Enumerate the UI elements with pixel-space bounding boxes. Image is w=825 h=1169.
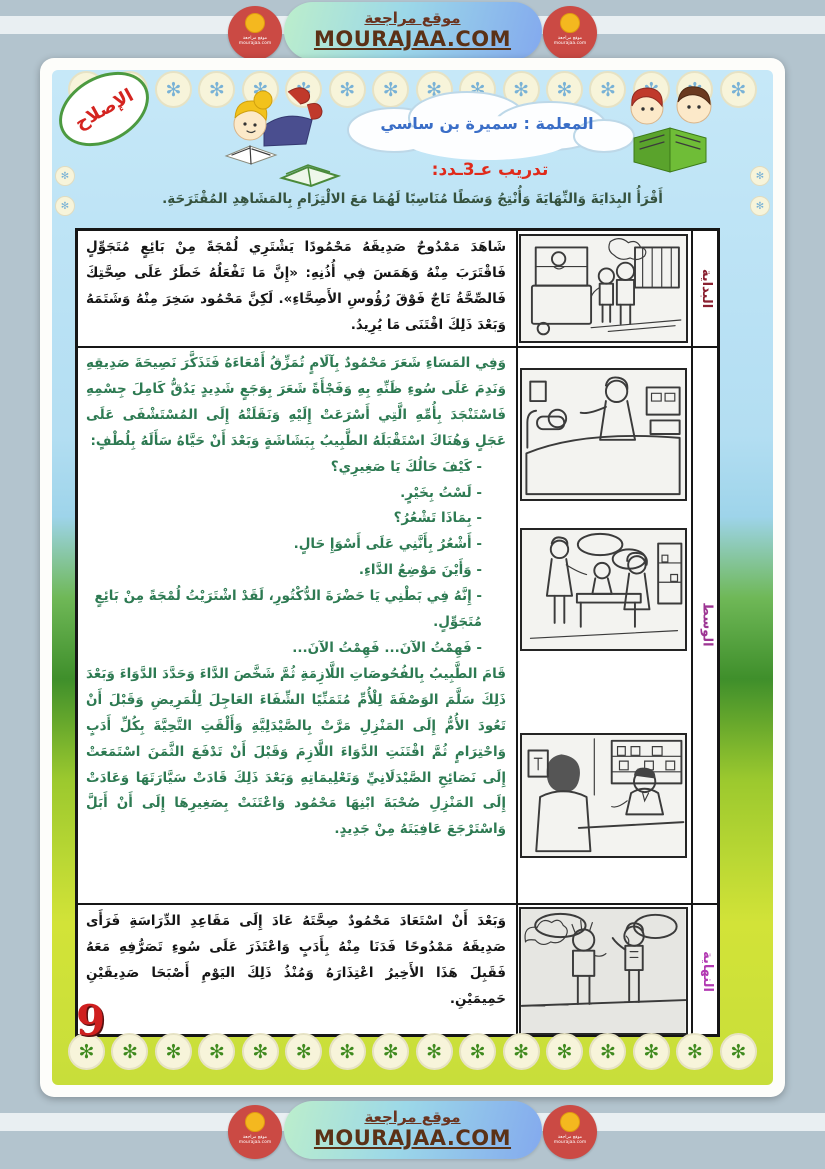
- exercise-title: تدريب عـ3ـدد:: [431, 160, 549, 180]
- site-footer: [0, 1099, 825, 1169]
- snowflake-icon: [750, 166, 770, 186]
- open-book-icon: [278, 156, 344, 188]
- snowflake-icon: [55, 196, 75, 216]
- site-link-pill[interactable]: [284, 1101, 542, 1159]
- ending-paragraph: وَبَعْدَ أَنْ اسْتَعَادَ مَحْمُودٌ صِحَّتَهُ عَادَ إِلَى مَقَاعِدِ الدِّرَاسَةِ فَرَأَى صَدِيقَهُ مَمْدُوحًا فَدَنَا مِنْهُ بِأَدَبٍ وَاعْتَذَرَ عَلَى سُوءِ تَصَرُّفِهِ مَعَهُ فَقَبِلَ هَذَا الأَخِيرُ اعْتِذَارَهُ وَمُنْذُ ذَلِكَ اليَوْمِ أَصْبَحَا صَدِيقَيْنِ حَمِيمَيْنِ.: [86, 913, 506, 1007]
- clover-icon: [676, 1033, 713, 1070]
- clover-icon: [285, 1033, 322, 1070]
- dialogue-line: - كَيْفَ حَالُكَ يَا صَغِيرِي؟: [330, 458, 482, 475]
- site-name-arabic[interactable]: موقع مراجعة: [364, 9, 461, 27]
- site-link-pill[interactable]: [284, 2, 542, 60]
- row-divider: [78, 903, 717, 905]
- column-divider: [516, 231, 518, 1034]
- logo-text: موقع مراجعة mourajaa.com: [553, 1135, 587, 1146]
- teacher-cloud: [332, 84, 642, 168]
- dialogue-line: - بِمَاذَا تَشْعُرُ؟: [393, 510, 482, 527]
- clover-icon: [372, 1033, 409, 1070]
- dialogue-line: - وَأَيْنَ مَوْضِعُ الدَّاءِ.: [358, 562, 482, 579]
- story-table: [75, 228, 720, 1037]
- scene-street-vendor-illustration: [519, 234, 688, 343]
- ending-label: النهاية: [699, 951, 715, 992]
- beginning-label: البداية: [699, 268, 715, 309]
- middle-label: الوسط: [699, 602, 715, 647]
- snowflake-icon: [55, 166, 75, 186]
- clover-icon: [111, 1033, 148, 1070]
- clover-icon: [546, 1033, 583, 1070]
- bottom-decorative-border: [68, 1033, 757, 1073]
- dialogue-line: - فَهِمْتُ الآنَ... فَهِمْتُ الآنَ...: [292, 639, 482, 656]
- site-domain-link[interactable]: MOURAJAA.COM: [313, 1126, 512, 1150]
- middle-conclusion-paragraph: قَامَ الطَّبِيبُ بِالفُحُوصَاتِ اللَّازِمَةِ ثُمَّ شَخَّصَ الدَّاءَ وَحَدَّدَ الدَّوَاءَ وَبَعْدَ ذَلِكَ سَلَّمَ الوَصْفَةَ لِلْأُمِّ مُتَمَنِّيًا الشِّفَاءَ العَاجِلَ لِلْمَرِيضِ وَقَبْلَ أَنْ تَعُودَ الأُمُّ إِلَى المَنْزِلِ مَرَّتْ بِالصَّيْدَلِيَّةِ وَأَلْقَتِ التَّحِيَّةَ بِكُلِّ أَدَبٍ وَاحْتِرَامٍ ثُمَّ اقْتَنَتِ الدَّوَاءَ اللَّازِمَ وَقَبْلَ أَنْ تَدْفَعَ الثَّمَنَ اسْتَمَعَتْ إِلَى نَصَائِحِ الصَّيْدَلَانِيِّ وَتَعْلِيمَاتِهِ وَبَعْدَ ذَلِكَ قَادَتْ سَيَّارَتَهَا وَعَادَتْ إِلَى المَنْزِلِ صُحْبَةَ ابْنِهَا مَحْمُود وَاعْتَنَتْ بِصَغِيرِهَا إِلَى أَنْ أَبَلَّ وَاسْتَرْجَعَ عَافِيَتَهُ مِنْ جَدِيدٍ.: [86, 665, 506, 838]
- scene-pharmacy-illustration: [520, 733, 687, 858]
- clover-icon: [503, 1033, 540, 1070]
- beginning-paragraph: شَاهَدَ مَمْدُوحٌ صَدِيقَهُ مَحْمُودًا يَشْتَرِي لُمْجَةً مِنْ بَائِعٍ مُتَجَوِّلٍ فَاقْتَرَبَ مِنْهُ وَهَمَسَ فِي أُذُنِهِ: «إِنَّ مَا تَفْعَلُهُ خَطَرٌ عَلَى صِحَّتِكَ فَالصِّحَّةُ تَاجٌ فَوْقَ رُؤُوسِ الأَصِحَّاءِ». لَكِنَّ مَحْمُود سَخِرَ مِنْهُ وَشَتَمَهُ وَبَعْدَ ذَلِكَ اقْتَنَى مَا يُرِيدُ.: [86, 239, 506, 333]
- dialogue-line: - لَسْتُ بِخَيْرٍ.: [400, 484, 482, 501]
- site-name-arabic[interactable]: موقع مراجعة: [364, 1108, 461, 1126]
- worksheet: [40, 58, 785, 1097]
- snowflake-icon: [155, 71, 192, 108]
- scene-doctor-exam-illustration: [520, 528, 687, 651]
- clover-icon: [459, 1033, 496, 1070]
- mourajaa-logo: [543, 1105, 597, 1159]
- logo-text: موقع مراجعة mourajaa.com: [238, 1135, 272, 1146]
- clover-icon: [242, 1033, 279, 1070]
- clover-icon: [720, 1033, 757, 1070]
- teacher-name: المعلمة : سميرة بن ساسي: [380, 114, 594, 133]
- mourajaa-logo: [228, 1105, 282, 1159]
- clover-icon: [633, 1033, 670, 1070]
- middle-intro-paragraph: وَفِي المَسَاءِ شَعَرَ مَحْمُودٌ بِآلَامٍ تُمَزِّقُ أَمْعَاءَهُ فَتَذَكَّرَ نَصِيحَةَ صَدِيقِهِ وَنَدِمَ عَلَى سُوءِ ظَنِّهِ بِهِ وَفَجْأَةً شَعَرَ بِوَجَعٍ شَدِيدٍ يَدُقُّ كَامِلَ جِسْمِهِ فَاسْتَنْجَدَ بِأُمِّهِ الَّتِي أَسْرَعَتْ إِلَيْهِ وَنَقَلَتْهُ إِلَى المُسْتَشْفَى عَلَى عَجَلٍ وَهُنَاكَ اسْتَقْبَلَهُ الطَّبِيبُ بِبَشَاشَةٍ وَبَعْدَ أَنْ حَيَّاهُ سَأَلَهُ بِلُطْفٍ:: [86, 355, 506, 449]
- dialogue-line: - إِنَّهُ فِي بَطْنِي يَا حَضْرَةَ الدُّكْتُورِ، لَقَدْ اشْتَرَيْتُ لُمْجَةً مِنْ بَائِعٍ مُتَجَوِّلٍ.: [94, 588, 482, 631]
- clover-icon: [416, 1033, 453, 1070]
- exercise-instruction: أَقْرَأُ البِدَايَةَ وَالنِّهَايَةَ وَأُنْتِجُ وَسَطًا مُنَاسِبًا لَهُمَا مَعَ الالْتِزَامِ بِالمَشَاهِدِ المُقْتَرَحَةِ.: [162, 191, 663, 207]
- clover-icon: [589, 1033, 626, 1070]
- label-cell-middle: [691, 346, 723, 903]
- clover-icon: [198, 1033, 235, 1070]
- logo-text: موقع مراجعة mourajaa.com: [238, 36, 272, 47]
- clover-icon: [329, 1033, 366, 1070]
- page-number: 9: [76, 996, 106, 1045]
- label-cell-ending: [691, 903, 723, 1040]
- scene-apology-illustration: [519, 907, 688, 1035]
- dialogue-line: - أَشْعُرُ بِأَنَّنِي عَلَى أَسْوَإِ حَالٍ.: [293, 536, 482, 553]
- correction-badge-label: الإصلاح: [71, 84, 137, 134]
- scene-sickbed-illustration: [520, 368, 687, 501]
- snowflake-icon: [750, 196, 770, 216]
- logo-text: موقع مراجعة mourajaa.com: [553, 36, 587, 47]
- clover-icon: [155, 1033, 192, 1070]
- middle-section: [80, 348, 514, 901]
- site-domain-link[interactable]: MOURAJAA.COM: [313, 27, 512, 51]
- mourajaa-logo: [543, 6, 597, 60]
- mourajaa-logo: [228, 6, 282, 60]
- label-cell-beginning: [691, 231, 723, 346]
